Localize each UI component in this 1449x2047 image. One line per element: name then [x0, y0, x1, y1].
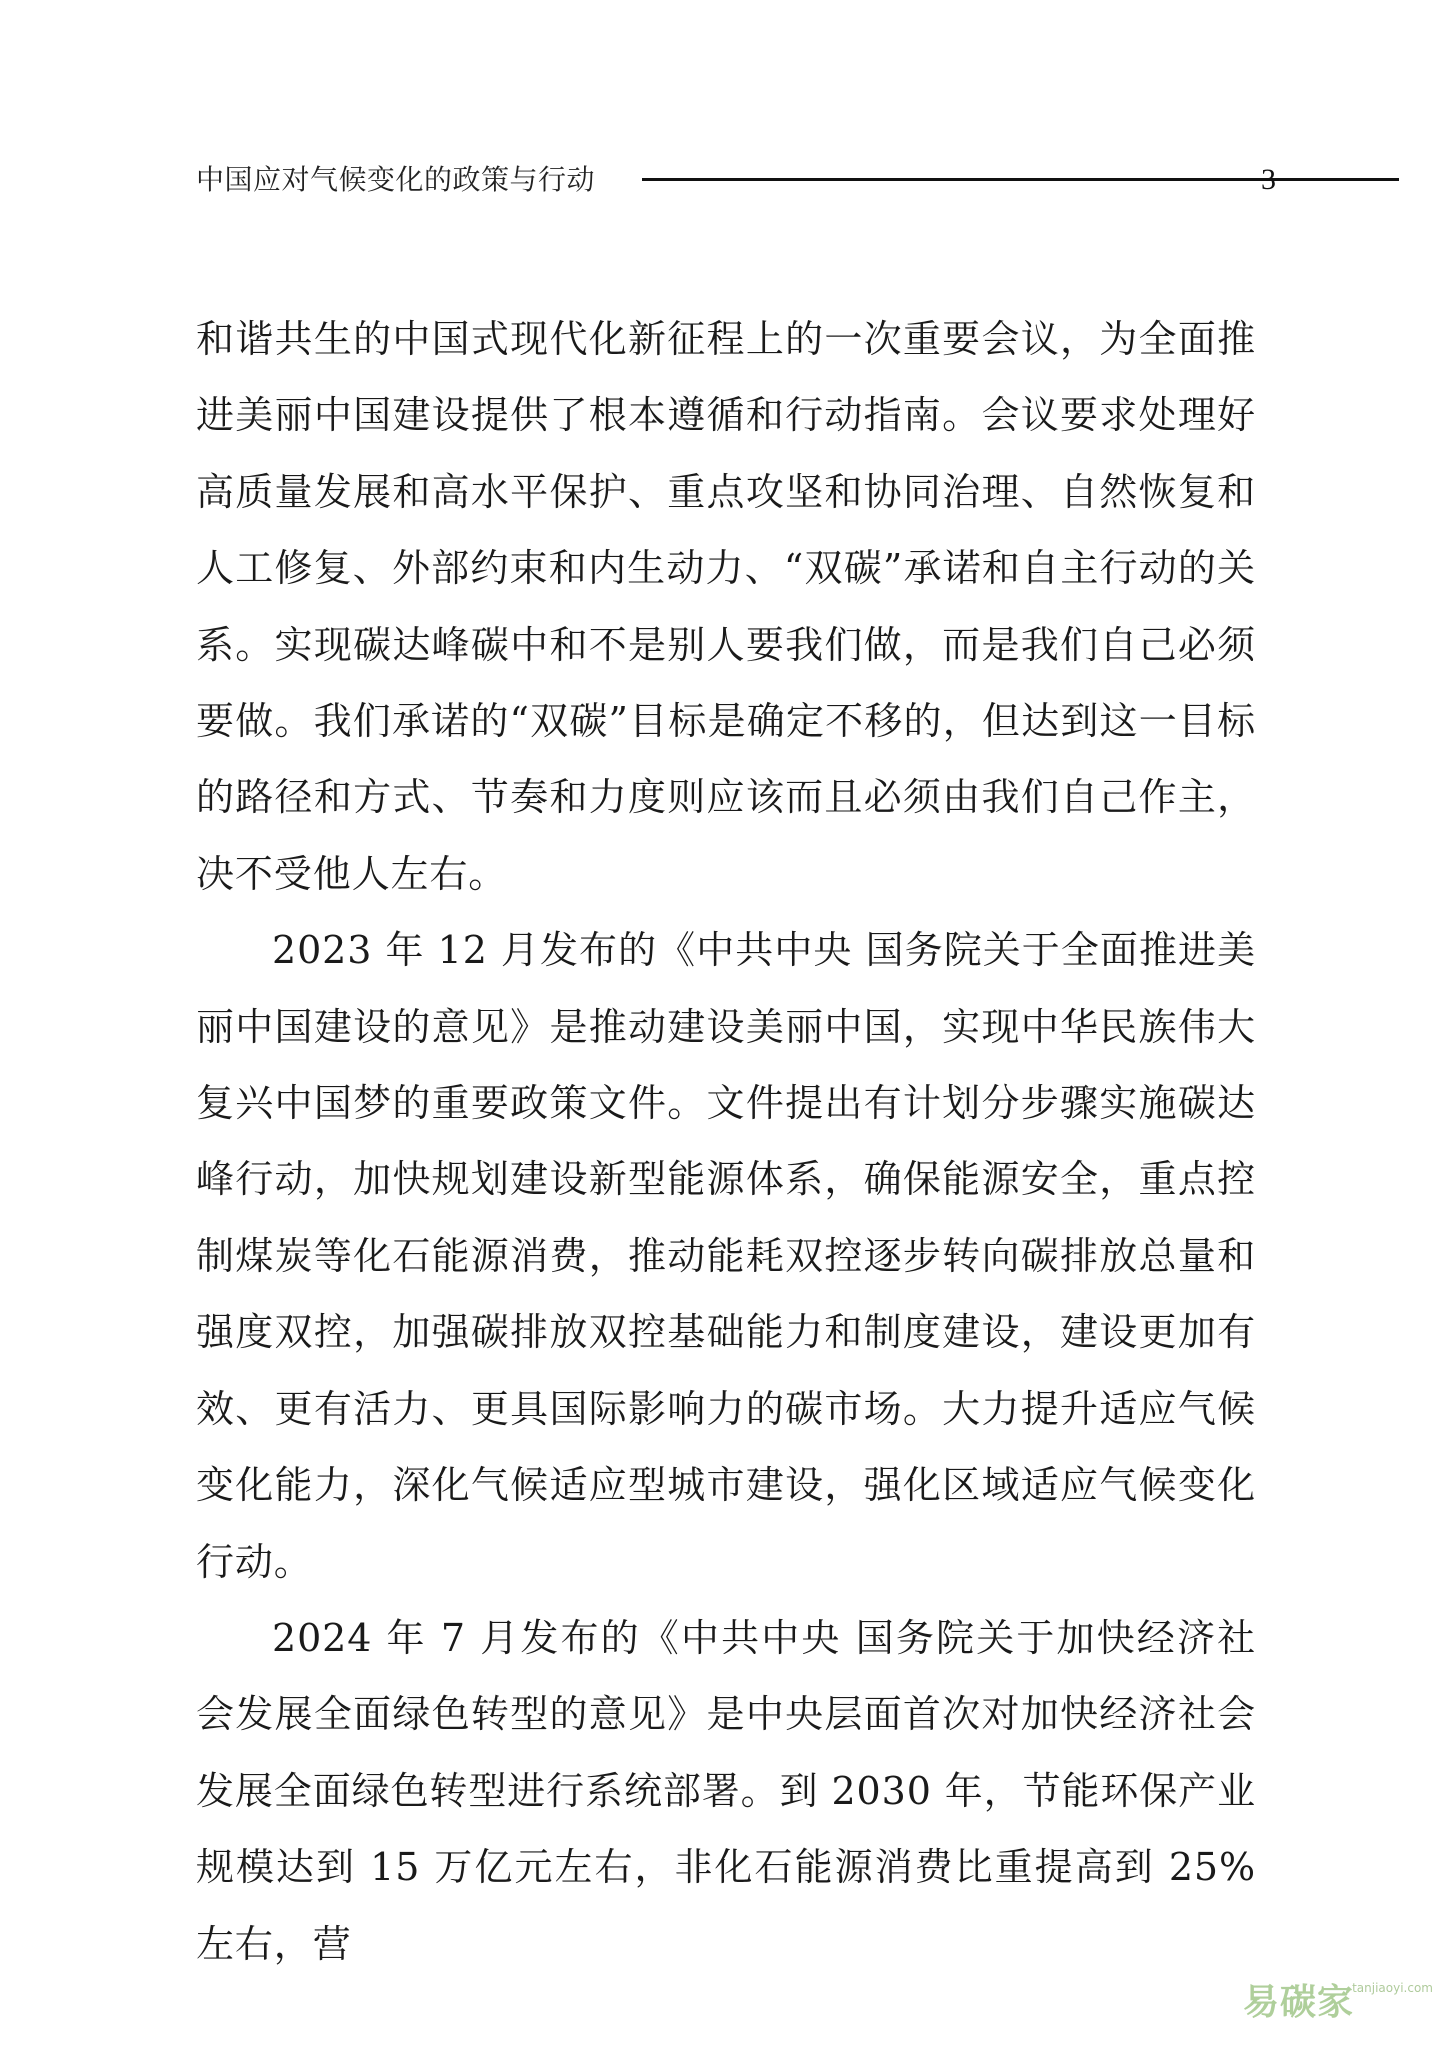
- watermark-logo: [1243, 1977, 1433, 2033]
- paragraph-continued: 和谐共生的中国式现代化新征程上的一次重要会议，为全面推进美丽中国建设提供了根本遵循和行动指南。会议要求处理好高质量发展和高水平保护、重点攻坚和协同治理、自然恢复和人工修复、外部约束和内生动力、“双碳”承诺和自主行动的关系。实现碳达峰碳中和不是别人要我们做，而是我们自己必须要做。我们承诺的“双碳”目标是确定不移的，但达到这一目标的路径和方式、节奏和力度则应该而且必须由我们自己作主，决不受他人左右。: [196, 317, 1256, 896]
- body-text: [196, 301, 1256, 1982]
- running-title: 中国应对气候变化的政策与行动: [196, 163, 596, 196]
- running-header: [196, 160, 1276, 200]
- header-rule: [642, 178, 1399, 181]
- paragraph-beautiful-china-opinion: 2023 年 12 月发布的《中共中央 国务院关于全面推进美丽中国建设的意见》是推动建设美丽中国，实现中华民族伟大复兴中国梦的重要政策文件。文件提出有计划分步骤实施碳达峰行动，加快规划建设新型能源体系，确保能源安全，重点控制煤炭等化石能源消费，推动能耗双控逐步转向碳排放总量和强度双控，加强碳排放双控基础能力和制度建设，建设更加有效、更有活力、更具国际影响力的碳市场。大力提升适应气候变化能力，深化气候适应型城市建设，强化区域适应气候变化行动。: [196, 928, 1256, 1584]
- watermark-domain: tanjiaoyi.com: [1352, 1981, 1433, 1995]
- watermark-brand: 易碳家: [1243, 1982, 1355, 2023]
- paragraph-green-transition-opinion: 2024 年 7 月发布的《中共中央 国务院关于加快经济社会发展全面绿色转型的意见》是中央层面首次对加快经济社会发展全面绿色转型进行系统部署。到 2030 年，节能环保产业规模达到 15 万亿元左右，非化石能源消费比重提高到 25%左右，营: [196, 1615, 1256, 1966]
- page-number: 3: [1261, 163, 1276, 196]
